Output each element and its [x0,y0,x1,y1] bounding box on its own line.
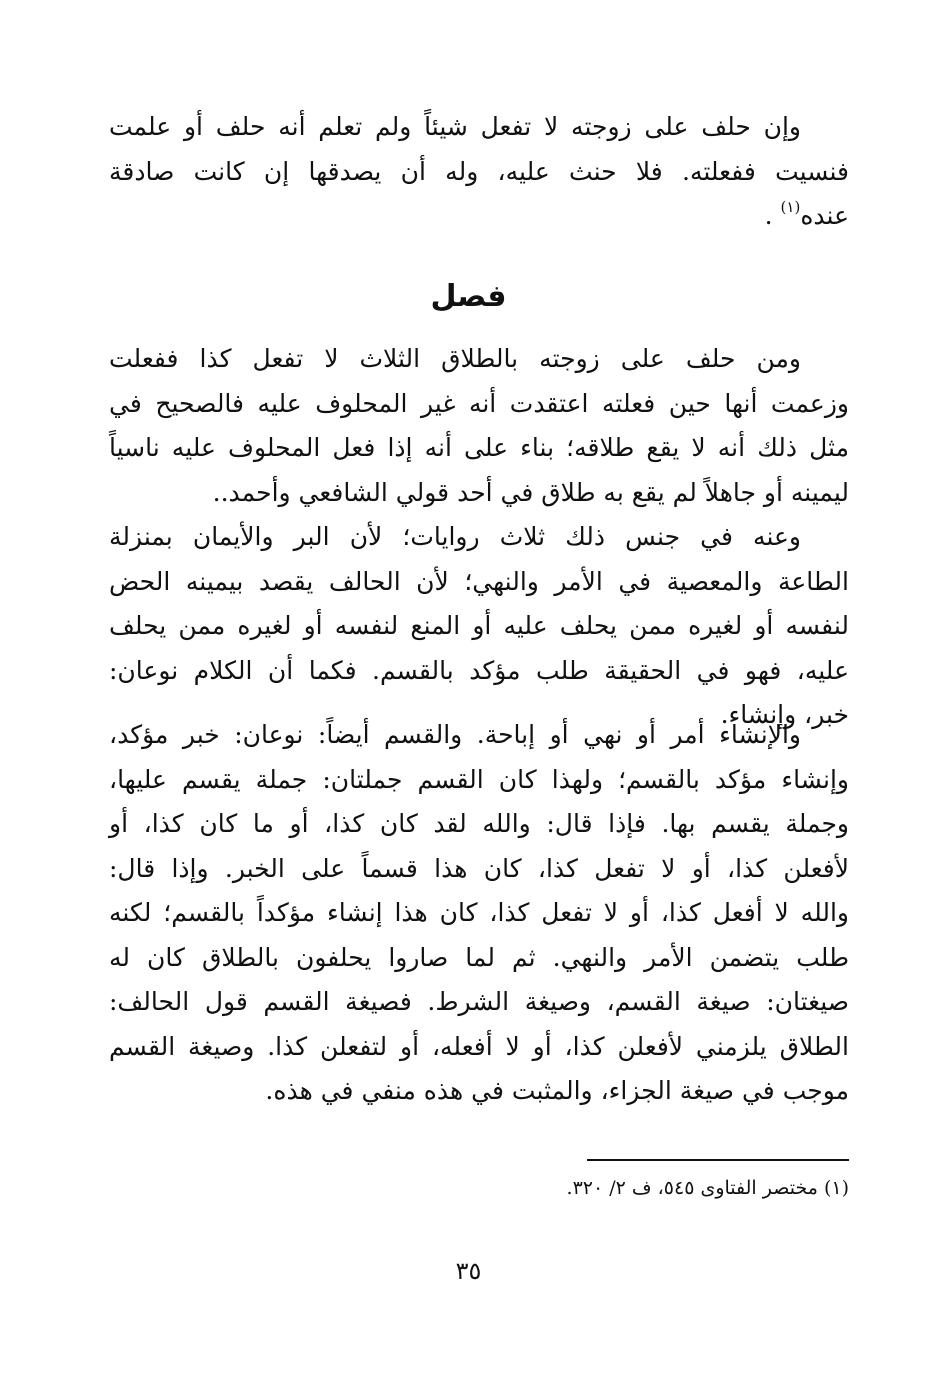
text-line: فنسيت ففعلته. فلا حنث عليه، وله أن يصدقها إن كانت صادقة [109,156,849,186]
text-line: لأفعلن كذا، أو لا تفعل كذا، كان هذا قسماً على الخبر. وإذا قال: [109,853,849,883]
text-fragment: . [764,201,773,230]
text-line: ومن حلف على زوجته بالطلاق الثلاث لا تفعل كذا ففعلت [109,344,801,373]
text-line: وجملة يقسم بها. فإذا قال: والله لقد كان كذا، أو ما كان كذا، أو [109,809,849,838]
footnote-text: مختصر الفتاوى ٥٤٥، ف ٢/ ٣٢٠. [566,1177,818,1199]
text-fragment: عنده [800,201,849,230]
paragraph-4 [109,713,849,1114]
page-number: ٣٥ [455,1257,482,1285]
text-line [109,194,849,239]
paragraph-2 [109,337,849,515]
text-line: لنفسه أو لغيره ممن يحلف عليه أو المنع لنفسه أو لغيره ممن يحلف [109,611,849,640]
text-line: خبر، وإنشاء. [720,700,849,729]
footnote-marker: (١) [823,1177,849,1199]
text-line: ليمينه أو جاهلاً لم يقع به طلاق في أحد قولي الشافعي وأحمد.. [212,477,849,507]
text-line: وعنه في جنس ذلك ثلاث روايات؛ لأن البر والأيمان بمنزلة [109,522,801,551]
text-line: الطاعة والمعصية في الأمر والنهي؛ لأن الحالف يقصد بيمينه الحض [109,566,849,596]
text-line: عليه، فهو في الحقيقة طلب مؤكد بالقسم. فكما أن الكلام نوعان: [109,655,849,685]
text-line: صيغتان: صيغة القسم، وصيغة الشرط. فصيغة القسم قول الحالف: [109,987,849,1016]
footnote [109,1172,849,1204]
footnote-separator [587,1159,849,1161]
footnote-reference[interactable]: (١) [780,198,801,216]
paragraph-1 [109,105,849,239]
text-line: والإنشاء أمر أو نهي أو إباحة. والقسم أيضاً: نوعان: خبر مؤكد، [109,720,801,749]
text-line: طلب يتضمن الأمر والنهي. ثم لما صاروا يحلفون بالطلاق كان له [109,942,849,972]
paragraph-3 [109,515,849,738]
text-line: والله لا أفعل كذا، أو لا تفعل كذا، كان هذا إنشاء مؤكداً بالقسم؛ لكنه [109,898,849,927]
text-line: وزعمت أنها حين فعلته اعتقدت أنه غير المحلوف عليه فالصحيح في [109,388,849,418]
text-line: وإن حلف على زوجته لا تفعل شيئاً ولم تعلم أنه حلف أو علمت [109,112,801,141]
text-line: وإنشاء مؤكد بالقسم؛ ولهذا كان القسم جملتان: جملة يقسم عليها، [109,764,849,794]
text-line: مثل ذلك أنه لا يقع طلاقه؛ بناء على أنه إذا فعل المحلوف عليه ناسياً [109,433,849,462]
text-line: موجب في صيغة الجزاء، والمثبت في هذه منفي في هذه. [265,1076,849,1105]
text-line: الطلاق يلزمني لأفعلن كذا، أو لا أفعله، أو لتفعلن كذا. وصيغة القسم [109,1031,849,1061]
section-heading: فصل [430,279,507,314]
